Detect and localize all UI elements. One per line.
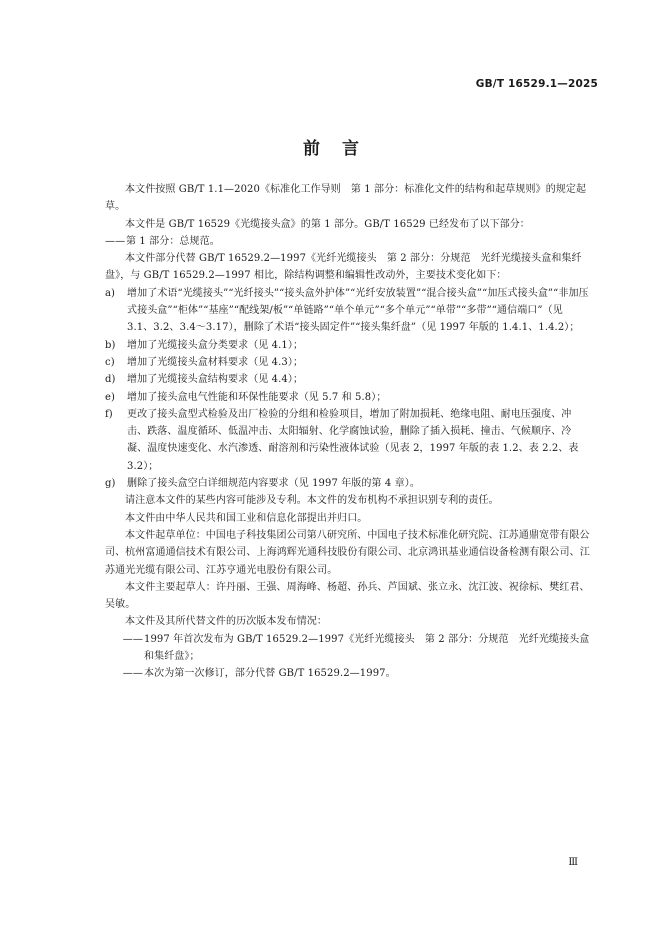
paragraph-replacement: 本文件部分代替 GB/T 16529.2—1997《光纤光缆接头 第 2 部分：分规范 光纤光缆接头盒和集纤盘》，与 GB/T 16529.2—1997 相比，除结构调整和编辑性改动外，主要技术变化如下： [105,253,582,282]
list-item [105,285,590,337]
series-part-text: 第 1 部分：总规范。 [126,235,220,247]
list-item [105,354,590,371]
document-code: GB/T 16529.1—2025 [475,78,598,90]
list-item-text: 增加了光缆接头盒材料要求（见 4.3）； [127,356,304,368]
paragraph-proposer: 本文件由中华人民共和国工业和信息化部提出并归口。 [125,512,368,524]
list-item-label: d) [105,374,116,386]
history-item [105,665,590,682]
list-item-label: b) [105,339,116,351]
history-item [105,631,590,666]
technical-changes-list [105,285,590,493]
list-item-text: 增加了接头盒电气性能和环保性能要求（见 5.7 和 5.8）； [127,391,387,403]
page-title: 前言 [303,139,381,159]
list-item [105,406,590,475]
dash-marker: —— [105,235,126,247]
foreword-body [105,181,590,683]
list-item-text: 更改了接头盒型式检验及出厂检验的分组和检验项目，增加了附加损耗、绝缘电阻、耐电压强度、冲击、跌落、温度循环、低温冲击、太阳辐射、化学腐蚀试验，删除了插入损耗、撞击、气候顺序、冷凝、温度快速变化、水汽渗透、耐溶剂和污染性液体试验（见表 2，1997 年版的表 1.2、表 2.2、表 3.2）； [127,408,579,472]
paragraph-drafters: 本文件主要起草人：许丹丽、王强、周海峰、杨超、孙兵、芦国斌、张立永、沈江波、祝徐标、樊红君、吴敏。 [105,581,590,611]
list-item-label: f) [105,408,113,420]
list-item [105,337,590,354]
list-item-label: c) [105,356,115,368]
paragraph-history-intro: 本文件及其所代替文件的历次版本发布情况： [125,616,327,628]
paragraph-series-intro: 本文件是 GB/T 16529《光缆接头盒》的第 1 部分。GB/T 16529 已经发布了以下部分： [125,218,530,230]
paragraph-drafting-basis: 本文件按照 GB/T 1.1—2020《标准化工作导则 第 1 部分：标准化文件的结构和起草规则》的规定起草。 [105,184,587,213]
series-part-item [105,233,590,250]
dash-marker: —— [122,668,143,680]
paragraph-drafting-units: 本文件起草单位：中国电子科技集团公司第八研究所、中国电子技术标准化研究院、江苏通鼎宽带有限公司、杭州富通通信技术有限公司、上海鸿辉光通科技股份有限公司、北京鸿讯基业通信设备检测有限公司、江苏通光光缆有限公司、江苏亨通光电股份有限公司。 [105,529,590,576]
list-item-text: 删除了接头盒空白详细规范内容要求（见 1997 年版的第 4 章）。 [127,478,420,490]
list-item [105,371,590,388]
list-item-label: g) [105,478,116,490]
history-item-text: 1997 年首次发布为 GB/T 16529.2—1997《光纤光缆接头 第 2 部分：分规范 光纤光缆接头盒和集纤盘》； [144,633,590,663]
history-list [105,631,590,683]
list-item [105,475,590,492]
list-item-text: 增加了术语“光缆接头”“光纤接头”“接头盒外护体”“光纤安放装置”“混合接头盒”“加压式接头盒”“非加压式接头盒”“柜体”“基座”“配线架/板”“单链路”“单个单元”“多个单元”“单带”“多带”“通信端口”（见 3.1、3.2、3.4～3.17），删除了术语“接头固定件”“接头集纤盘”（见 1997 年版的 1.4.1、1.4.2）； [127,287,589,334]
page-number: Ⅲ [568,857,578,868]
list-item-text: 增加了光缆接头盒结构要求（见 4.4）； [127,374,304,386]
list-item-text: 增加了光缆接头盒分类要求（见 4.1）； [127,339,304,351]
history-item-text: 本次为第一次修订，部分代替 GB/T 16529.2—1997。 [144,668,396,680]
dash-marker: —— [122,633,143,645]
paragraph-patent-notice: 请注意本文件的某些内容可能涉及专利。本文件的发布机构不承担识别专利的责任。 [125,495,499,507]
list-item-label: e) [105,391,116,403]
list-item [105,389,590,406]
list-item-label: a) [105,287,116,299]
